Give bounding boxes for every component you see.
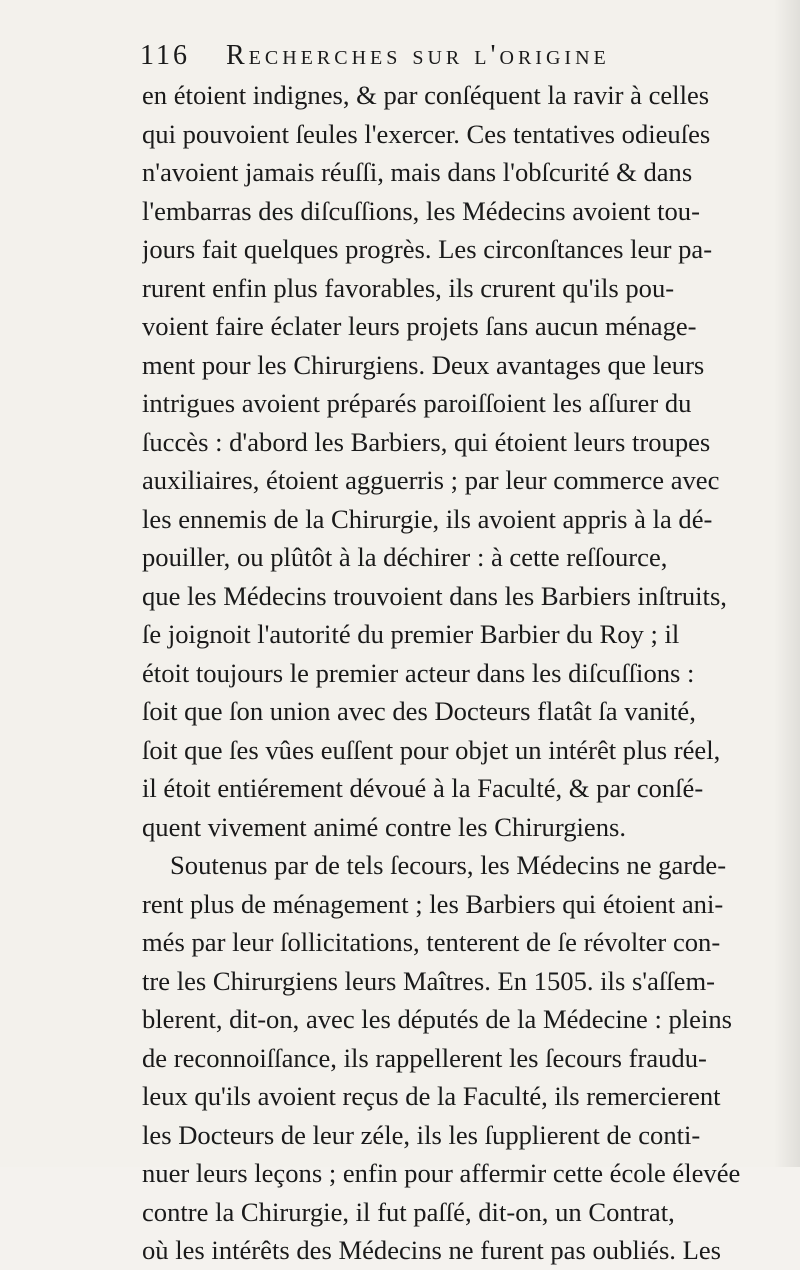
text-line: nuer leurs leçons ; enfin pour affermir cette école élevée	[142, 1158, 741, 1188]
text-line-paragraph-start: Soutenus par de tels ſecours, les Médecins ne garde-	[170, 850, 727, 880]
text-line: voient faire éclater leurs projets ſans aucun ménage-	[142, 311, 697, 341]
text-line: més par leur ſollicitations, tenterent de ſe révolter con-	[142, 927, 721, 957]
text-line: quent vivement animé contre les Chirurgiens.	[142, 811, 626, 842]
body-text	[142, 76, 782, 1270]
text-line: qui pouvoient ſeules l'exercer. Ces tentatives odieuſes	[142, 118, 711, 149]
text-line: contre la Chirurgie, il fut paſſé, dit-on, un Contrat,	[142, 1196, 675, 1227]
text-line: n'avoient jamais réuſſi, mais dans l'obſcurité & dans	[142, 157, 693, 187]
text-line: en étoient indignes, & par conſéquent la ravir à celles	[142, 80, 710, 110]
text-line: rent plus de ménagement ; les Barbiers qui étoient ani-	[142, 888, 724, 919]
text-line: l'embarras des diſcuſſions, les Médecins avoient tou-	[142, 195, 700, 226]
text-line: jours fait quelques progrès. Les circonſtances leur pa-	[142, 234, 713, 264]
text-line: les Docteurs de leur zéle, ils les ſupplierent de conti-	[142, 1119, 701, 1150]
text-line: ment pour les Chirurgiens. Deux avantages que leurs	[142, 349, 705, 380]
text-line: ſoit que ſon union avec des Docteurs flatât ſa vanité,	[142, 696, 696, 726]
text-line: ſoit que ſes vûes euſſent pour objet un intérêt plus réel,	[142, 734, 721, 765]
text-line: intrigues avoient préparés paroiſſoient les aſſurer du	[142, 388, 692, 418]
page-number: 116	[140, 40, 190, 71]
text-line: de reconnoiſſance, ils rappellerent les ſecours fraudu-	[142, 1042, 707, 1073]
text-line: pouiller, ou plûtôt à la déchirer : à cette reſſource,	[142, 542, 668, 572]
text-line: étoit toujours le premier acteur dans les diſcuſſions :	[142, 657, 695, 688]
text-line: rurent enfin plus favorables, ils crurent qu'ils pou-	[142, 272, 675, 303]
text-line: que les Médecins trouvoient dans les Barbiers inſtruits,	[142, 580, 727, 611]
text-line: il étoit entiérement dévoué à la Faculté, & par conſé-	[142, 773, 704, 803]
running-title: Recherches sur l'origine	[226, 40, 610, 71]
text-line: ſe joignoit l'autorité du premier Barbier du Roy ; il	[142, 619, 680, 649]
text-line: leux qu'ils avoient reçus de la Faculté, ils remercierent	[142, 1081, 721, 1111]
text-line: auxiliaires, étoient agguerris ; par leur commerce avec	[142, 465, 720, 495]
text-line: tre les Chirurgiens leurs Maîtres. En 1505. ils s'aſſem-	[142, 965, 716, 996]
text-line: les ennemis de la Chirurgie, ils avoient appris à la dé-	[142, 503, 713, 534]
text-line: où les intérêts des Médecins ne furent pas oubliés. Les	[142, 1235, 721, 1265]
text-line: ſuccès : d'abord les Barbiers, qui étoient leurs troupes	[142, 426, 711, 457]
text-line: blerent, dit-on, avec les députés de la Médecine : pleins	[142, 1004, 733, 1034]
